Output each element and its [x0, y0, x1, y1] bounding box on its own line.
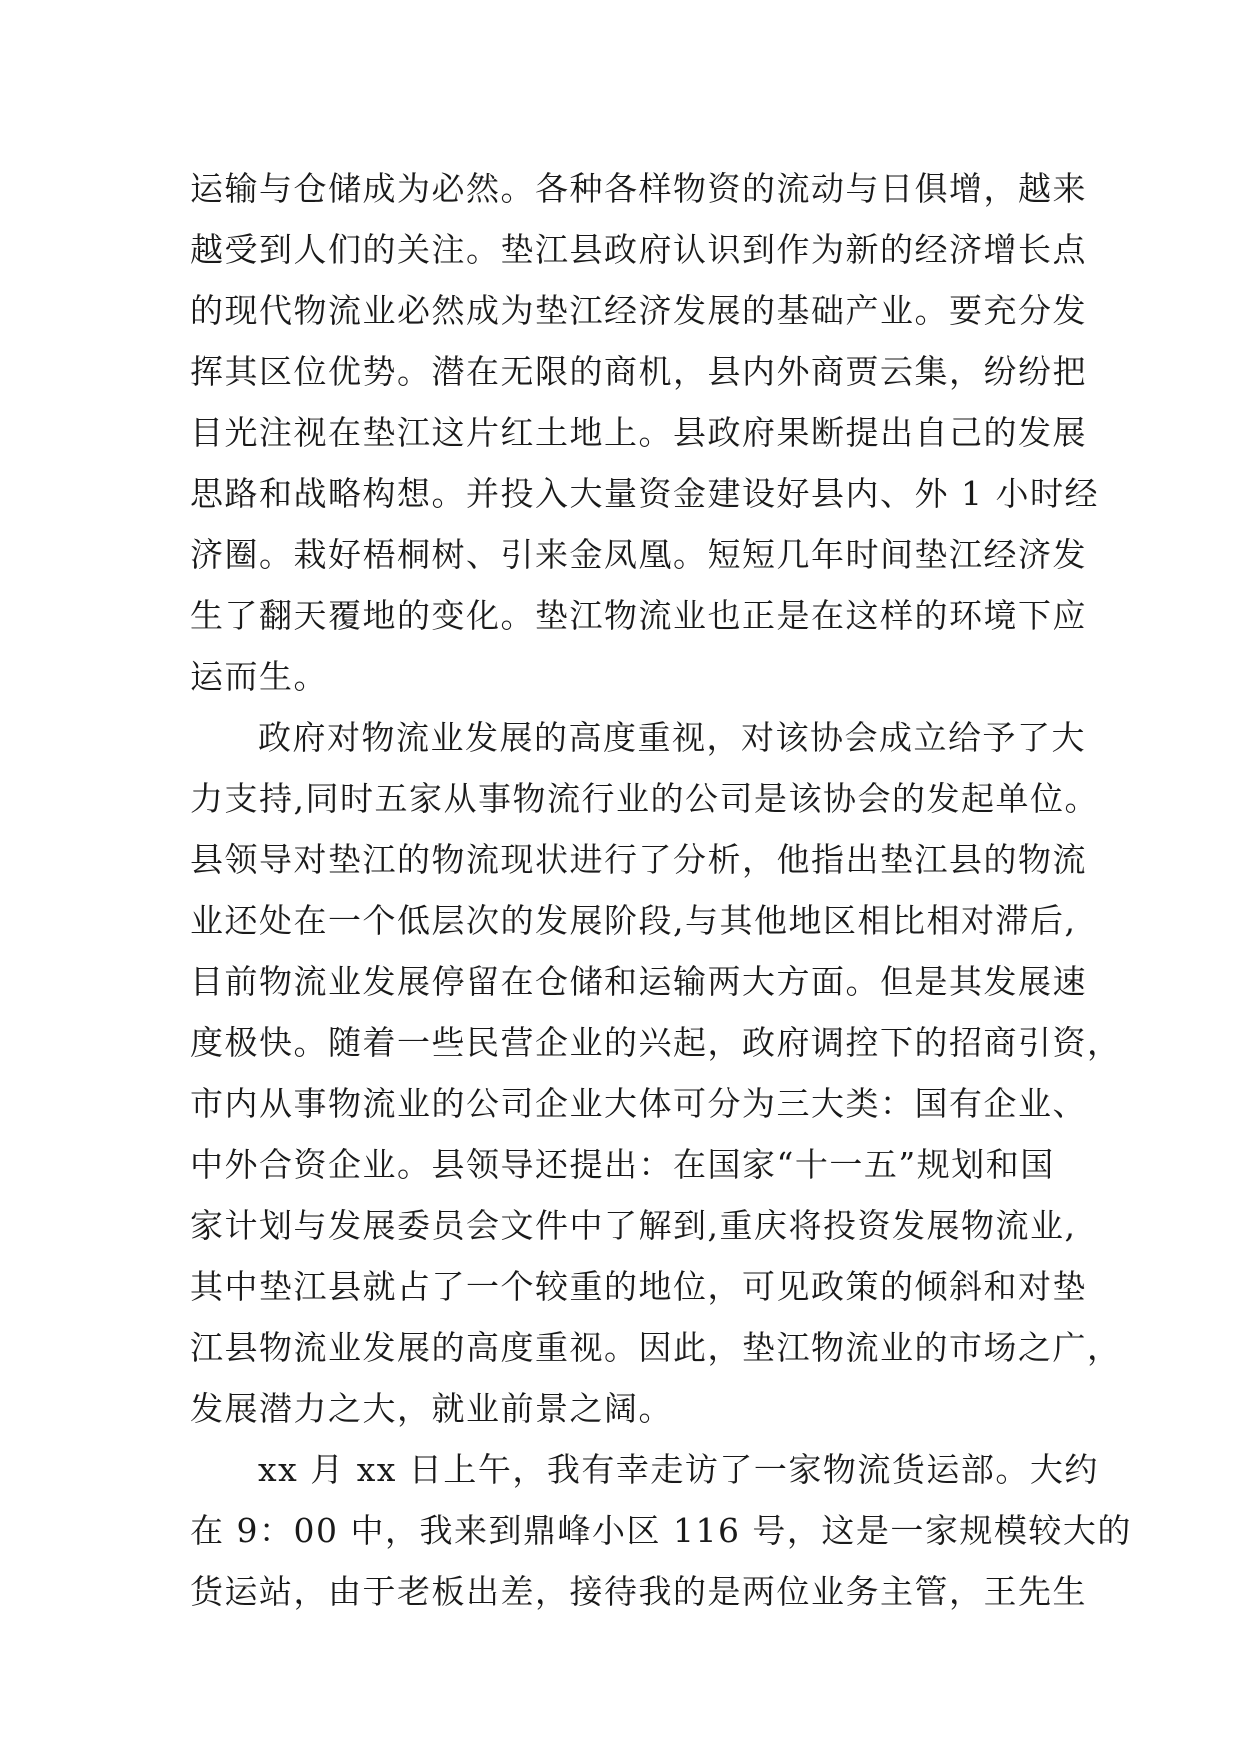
text-line: 度极快。随着一些民营企业的兴起，政府调控下的招商引资，	[190, 1023, 1122, 1062]
text-line: 江县物流业发展的高度重视。因此，垫江物流业的市场之广，	[190, 1328, 1122, 1367]
text-line: 发展潜力之大，就业前景之阔。	[190, 1389, 673, 1428]
text-line: 县领导对垫江的物流现状进行了分析，他指出垫江县的物流	[190, 840, 1087, 879]
text-line: 业还处在一个低层次的发展阶段,与其他地区相比相对滞后,	[190, 901, 1077, 940]
text-line: 目前物流业发展停留在仓储和运输两大方面。但是其发展速	[190, 962, 1087, 1001]
paragraph-3	[190, 1439, 1132, 1622]
text-line: 越受到人们的关注。垫江县政府认识到作为新的经济增长点	[190, 230, 1087, 269]
text-line: 运而生。	[190, 657, 328, 696]
text-line: 政府对物流业发展的高度重视，对该协会成立给予了大	[258, 718, 1086, 757]
text-line: 运输与仓储成为必然。各种各样物资的流动与日俱增，越来	[190, 169, 1087, 208]
text-line: 家计划与发展委员会文件中了解到,重庆将投资发展物流业,	[190, 1206, 1077, 1245]
text-line: 在 9：00 中，我来到鼎峰小区 116 号，这是一家规模较大的	[190, 1511, 1132, 1550]
text-line: 生了翻天覆地的变化。垫江物流业也正是在这样的环境下应	[190, 596, 1087, 635]
text-line: 的现代物流业必然成为垫江经济发展的基础产业。要充分发	[190, 291, 1087, 330]
text-line: 货运站，由于老板出差，接待我的是两位业务主管，王先生	[190, 1572, 1087, 1611]
text-line: 力支持,同时五家从事物流行业的公司是该协会的发起单位。	[190, 779, 1099, 818]
paragraph-1	[190, 158, 1099, 707]
text-line: 挥其区位优势。潜在无限的商机，县内外商贾云集，纷纷把	[190, 352, 1087, 391]
text-line: 济圈。栽好梧桐树、引来金凤凰。短短几年时间垫江经济发	[190, 535, 1087, 574]
text-line: 目光注视在垫江这片红土地上。县政府果断提出自己的发展	[190, 413, 1087, 452]
text-line: 思路和战略构想。并投入大量资金建设好县内、外 1 小时经	[190, 474, 1099, 513]
text-line: 市内从事物流业的公司企业大体可分为三大类：国有企业、	[190, 1084, 1087, 1123]
text-line: xx 月 xx 日上午，我有幸走访了一家物流货运部。大约	[258, 1450, 1099, 1489]
document-body	[190, 158, 1132, 1622]
text-line: 其中垫江县就占了一个较重的地位，可见政策的倾斜和对垫	[190, 1267, 1087, 1306]
text-line: 中外合资企业。县领导还提出：在国家“十一五”规划和国	[190, 1145, 1055, 1184]
paragraph-2	[190, 707, 1122, 1439]
